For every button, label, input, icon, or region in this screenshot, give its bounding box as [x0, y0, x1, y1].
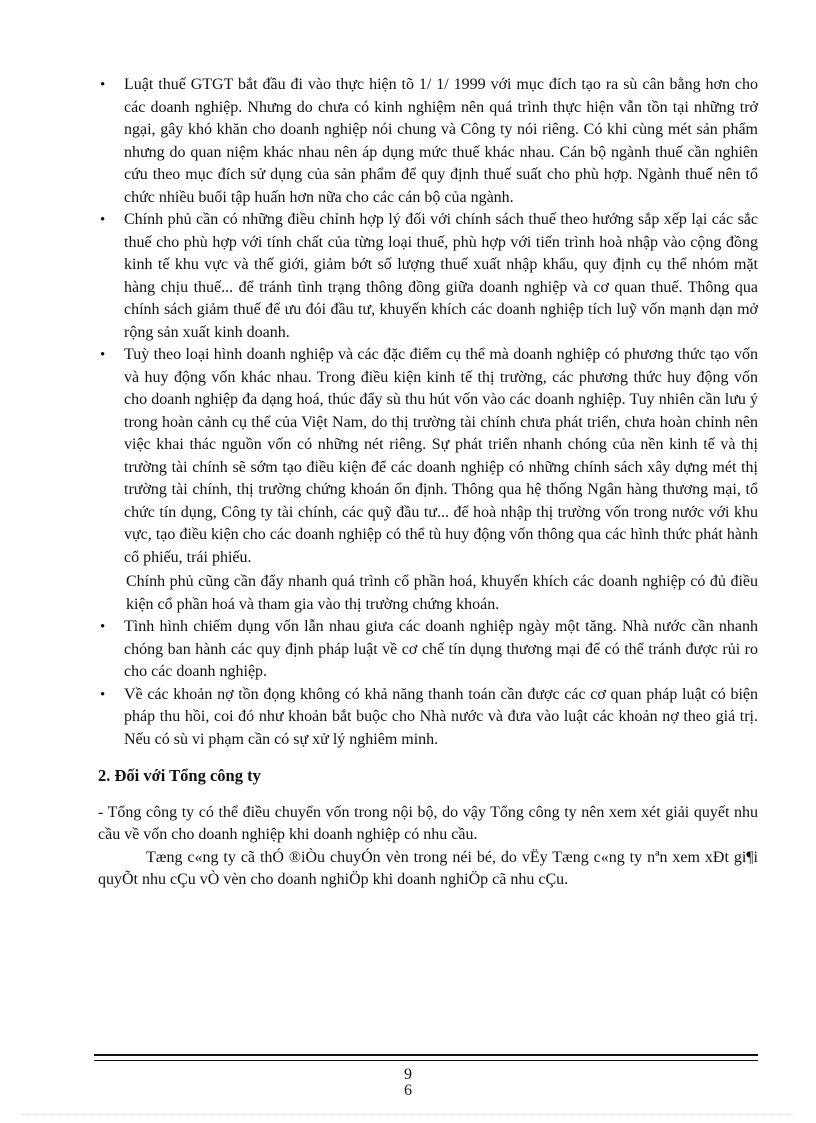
page-number-line2: 6: [404, 1082, 412, 1099]
page-number-line1: 9: [404, 1066, 412, 1083]
garbled-encoding-paragraph: Tæng c«ng ty cã thÓ ®iÒu chuyÓn vèn trong néi bé, do vËy Tæng c«ng ty nªn xem xÐt gi¶i quyÕt nhu cÇu vÒ vèn cho doanh nghiÖp khi doanh nghiÖp cã nhu cÇu.: [98, 848, 758, 888]
bullet-item-vat-law: [98, 74, 758, 209]
bullet-text: Tuỳ theo loại hình doanh nghiệp và các đặc điểm cụ thể mà doanh nghiệp có phương thức tạo vốn và huy động vốn khác nhau. Trong điều kiện kinh tế thị trường, các phương thức huy động vốn cho doanh nghiệp đa dạng hoá, thúc đẩy sù thu hút vốn vào các doanh nghiệp. Tuy nhiên cần lưu ý trong hoàn cảnh cụ thể của Việt Nam, do thị trường tài chính chưa phát triển, chưa hoàn chỉnh nên việc khai thác nguồn vốn có những nét riêng. Sự phát triển nhanh chóng của nền kinh tế và thị trường tài chính sẽ sớm tạo điều kiện để các doanh nghiệp có những chính sách xây dựng mét thị trường tài chính, thị trường chứng khoán ổn định. Thông qua hệ thống Ngân hàng thương mại, tổ chức tín dụng, Công ty tài chính, các quỹ đầu tư... để hoà nhập thị trường vốn trong nước với khu vực, tạo điều kiện cho các doanh nghiệp có thể tù huy động vốn thông qua các hình thức phát hành cổ phiếu, trái phiếu.: [124, 346, 758, 566]
document-body: [98, 74, 758, 892]
bullet-text: Tình hình chiếm dụng vốn lẫn nhau giưa các doanh nghiệp ngày một tăng. Nhà nước cần nhanh chóng ban hành các quy định pháp luật về cơ chế tín dụng thương mại để có thể tránh được rủi ro cho các doanh nghiệp.: [124, 618, 758, 680]
bullet-icon: •: [100, 619, 106, 635]
page-edge-divider: [22, 1114, 794, 1115]
section-heading: 2. Đối với Tổng công ty: [98, 766, 261, 785]
bullet-text: Chính phủ cần có những điều chỉnh hợp lý đối với chính sách thuế theo hướng sắp xếp lại các sắc thuế cho phù hợp với tính chất của từng loại thuế, phù hợp với tiến trình hoà nhập vào cộng đồng kinh tế khu vực và thế giới, giảm bớt số lượng thuế xuất nhập khẩu, quy định cụ thể nhóm mặt hàng chịu thuế... để tránh tình trạng thông đồng giữa doanh nghiệp và cơ quan thuế. Thông qua chính sách giảm thuế để ưu đói đầu tư, khuyến khích các doanh nghiệp tích luỹ vốn mạnh dạn mở rộng sản xuất kinh doanh.: [124, 211, 758, 341]
bullet-text: Luật thuế GTGT bắt đầu đi vào thực hiện tõ 1/ 1/ 1999 với mục đích tạo ra sù cân bằng hơn cho các doanh nghiệp. Nhưng do chưa có kinh nghiệm nên quá trình thực hiện vẫn tồn tại những trở ngại, gây khó khăn cho doanh nghiệp nói chung và Công ty nói riêng. Có khi cùng mét sản phẩm nhưng do quan niệm khác nhau nên áp dụng mức thuế khác nhau. Cán bộ ngành thuế cần nghiên cứu theo mục đích sử dụng của sản phẩm để quy định thuế suất cho phù hợp. Ngành thuế nên tổ chức nhiều buổi tập huấn hơn nữa cho các cán bộ của ngành.: [124, 76, 758, 206]
bullet-item-outstanding-debts: [98, 684, 758, 752]
footer-rule-thick: [94, 1054, 758, 1056]
bullet-icon: •: [100, 686, 106, 703]
bullet-icon: •: [100, 212, 106, 228]
bullet-item-capital-raising: [98, 344, 758, 569]
bullet-item-tax-policy: [98, 209, 758, 344]
bullet-icon: •: [100, 347, 106, 363]
bullet-text: Về các khoản nợ tồn đọng không có khả năng thanh toán cần được các cơ quan pháp luật có biện pháp thu hồi, coi đó như khoản bắt buộc cho Nhà nước và đưa vào luật các khoản nợ theo giá trị. Nếu có sù vi phạm cần có sự xử lý nghiêm minh.: [124, 685, 758, 748]
equitization-paragraph: Chính phủ cũng cần đẩy nhanh quá trình cổ phần hoá, khuyến khích các doanh nghiệp có đủ điều kiện cổ phần hoá và tham gia vào thị trường chứng khoán.: [126, 573, 758, 613]
section-paragraph: - Tổng công ty có thể điều chuyển vốn trong nội bộ, do vậy Tổng công ty nên xem xét giải quyết nhu cầu về vốn cho doanh nghiệp khi doanh nghiệp có nhu cầu.: [98, 803, 758, 843]
bullet-icon: •: [100, 77, 106, 93]
footer-rule-thin: [94, 1060, 758, 1061]
bullet-item-capital-appropriation: [98, 616, 758, 684]
